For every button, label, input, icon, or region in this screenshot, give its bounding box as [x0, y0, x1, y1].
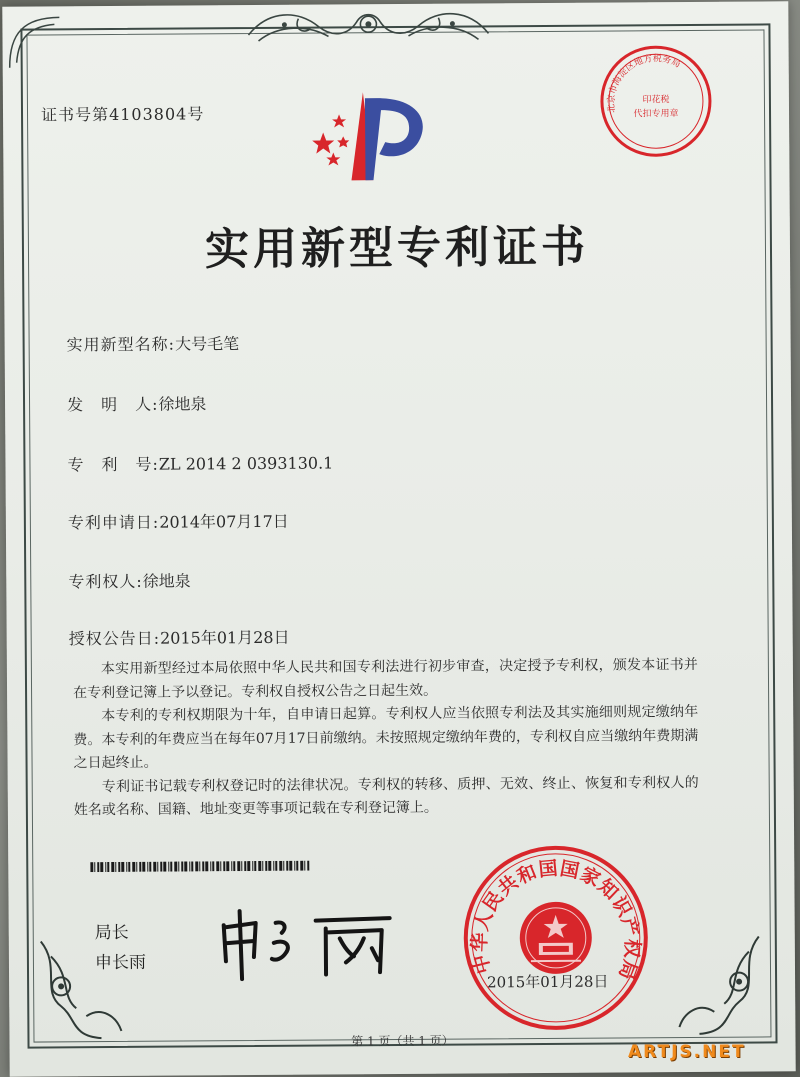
- barcode-bar: [223, 861, 225, 871]
- barcode-bar: [262, 861, 263, 871]
- barcode-bar: [241, 861, 242, 871]
- barcode-bar: [142, 862, 145, 872]
- barcode-bar: [94, 862, 95, 872]
- field-label: 专利申请日:: [67, 512, 160, 533]
- tax-seal-ring-text: 北京市海淀区地方税务局: [606, 53, 682, 114]
- barcode-bar: [304, 861, 305, 871]
- handwritten-signature: [214, 902, 405, 983]
- field-utility-model-name: [67, 331, 240, 355]
- barcode-bar: [220, 861, 221, 871]
- barcode-bar: [233, 861, 235, 871]
- barcode-bar: [128, 862, 130, 872]
- barcode-bar: [90, 862, 93, 872]
- field-label: 专利权人:: [68, 571, 143, 592]
- barcode-bar: [244, 861, 246, 871]
- certificate-number: 证书号第4103804号: [40, 104, 205, 125]
- barcode-bar: [202, 861, 204, 871]
- barcode-bar: [170, 862, 172, 872]
- barcode-bar: [300, 861, 303, 871]
- field-patent-number: [67, 450, 333, 475]
- barcode-bar: [191, 861, 193, 871]
- barcode-bar: [178, 862, 179, 872]
- barcode-bar: [286, 861, 288, 871]
- barcode-bar: [247, 861, 250, 871]
- official-seal-ring-text: 中华人民共和国国家知识产权局: [468, 857, 644, 984]
- barcode-bar: [199, 861, 200, 871]
- barcode-bar: [275, 861, 277, 871]
- field-patentee: [68, 568, 191, 592]
- barcode-bar: [157, 862, 158, 872]
- barcode-bar: [216, 861, 219, 871]
- field-inventor: [67, 391, 207, 415]
- barcode-bar: [97, 862, 99, 872]
- site-watermark: ARTJS.NET: [628, 1042, 746, 1062]
- issue-date: 2015年01月28日: [487, 972, 609, 992]
- barcode-bar: [273, 861, 274, 871]
- barcode-bar: [258, 861, 261, 871]
- field-value: 2015年01月28日: [160, 627, 290, 648]
- barcode-bar: [132, 862, 135, 872]
- barcode-bar: [153, 862, 156, 872]
- body-paragraph-2: 本专利的专利权期限为十年，自申请日起算。专利权人应当依照专利法及其实施细则规定缴纳年费。本专利的年费应当在每年07月17日前缴纳。未按照规定缴纳年费的，专利权自应当缴纳年费期满之日起终止。: [73, 703, 699, 772]
- certificate-body: [73, 654, 699, 823]
- barcode-bar: [289, 861, 292, 871]
- certificate-paper: [2, 1, 795, 1076]
- tax-seal: [597, 42, 716, 161]
- barcode-bar: [265, 861, 267, 871]
- field-value: 徐地泉: [142, 571, 191, 591]
- barcode-bar: [268, 861, 271, 871]
- field-label: 实用新型名称:: [66, 334, 176, 355]
- national-emblem-icon: [520, 902, 593, 975]
- field-grant-date: [69, 625, 290, 650]
- signatory-block: [95, 918, 146, 978]
- field-label: 授权公告日:: [68, 628, 161, 649]
- barcode-bar: [205, 861, 208, 871]
- signatory-name: 申长雨: [94, 952, 147, 974]
- barcode-bar: [149, 862, 151, 872]
- barcode-bar: [189, 861, 190, 871]
- barcode-bar: [100, 862, 103, 872]
- page-title: 实用新型专利证书: [204, 221, 590, 276]
- barcode-bar: [212, 861, 214, 871]
- barcode-bar: [136, 862, 137, 872]
- field-value: 2014年07月17日: [159, 511, 289, 532]
- barcode-bar: [163, 862, 166, 872]
- barcode-bar: [184, 861, 187, 871]
- barcode-bar: [111, 862, 114, 872]
- barcode-bar: [147, 862, 148, 872]
- barcode-bar: [226, 861, 229, 871]
- barcode-bar: [254, 861, 256, 871]
- field-value: ZL 2014 2 0393130.1: [158, 453, 334, 474]
- barcode-bar: [121, 862, 124, 872]
- corner-ornament-top-left: [4, 12, 64, 72]
- barcode: [90, 861, 312, 873]
- barcode-bar: [160, 862, 162, 872]
- barcode-bar: [296, 861, 298, 871]
- top-ornament: [238, 3, 498, 51]
- barcode-bar: [237, 861, 240, 871]
- barcode-bar: [252, 861, 253, 871]
- barcode-bar: [283, 861, 284, 871]
- tax-seal-line-1: 印花税: [642, 95, 670, 106]
- signatory-title: 局长: [94, 922, 129, 944]
- barcode-bar: [126, 862, 127, 872]
- barcode-bar: [279, 861, 282, 871]
- cnipa-logo-icon: [303, 84, 439, 185]
- barcode-bar: [107, 862, 109, 872]
- barcode-bar: [195, 861, 198, 871]
- barcode-bar: [294, 861, 295, 871]
- barcode-bar: [181, 862, 183, 872]
- corner-ornament-bottom-right: [669, 931, 770, 1042]
- body-paragraph-1: 本实用新型经过本局依照中华人民共和国专利法进行初步审查，决定授予专利权，颁发本证书并在专利登记簿上予以登记。专利权自授权公告之日起生效。: [73, 656, 698, 701]
- barcode-bar: [168, 862, 169, 872]
- field-value: 徐地泉: [158, 394, 207, 414]
- page-number: 第 1 页（共 1 页）: [351, 1033, 454, 1049]
- barcode-bar: [307, 861, 309, 871]
- tax-seal-line-2: 代扣专用章: [633, 109, 679, 120]
- barcode-bar: [139, 862, 141, 872]
- field-application-date: [68, 509, 289, 534]
- field-value: 大号毛笔: [174, 334, 240, 354]
- barcode-bar: [231, 861, 232, 871]
- barcode-bar: [174, 862, 177, 872]
- field-label: 发 明 人:: [66, 394, 159, 415]
- barcode-bar: [210, 861, 211, 871]
- official-seal: [460, 842, 651, 1033]
- field-label: 专 利 号:: [67, 454, 159, 475]
- barcode-bar: [105, 862, 106, 872]
- body-paragraph-3: 专利证书记载专利权登记时的法律状况。专利权的转移、质押、无效、终止、恢复和专利权人的姓名或名称、国籍、地址变更等事项记载在专利登记簿上。: [73, 774, 699, 819]
- barcode-bar: [115, 862, 116, 872]
- barcode-bar: [118, 862, 120, 872]
